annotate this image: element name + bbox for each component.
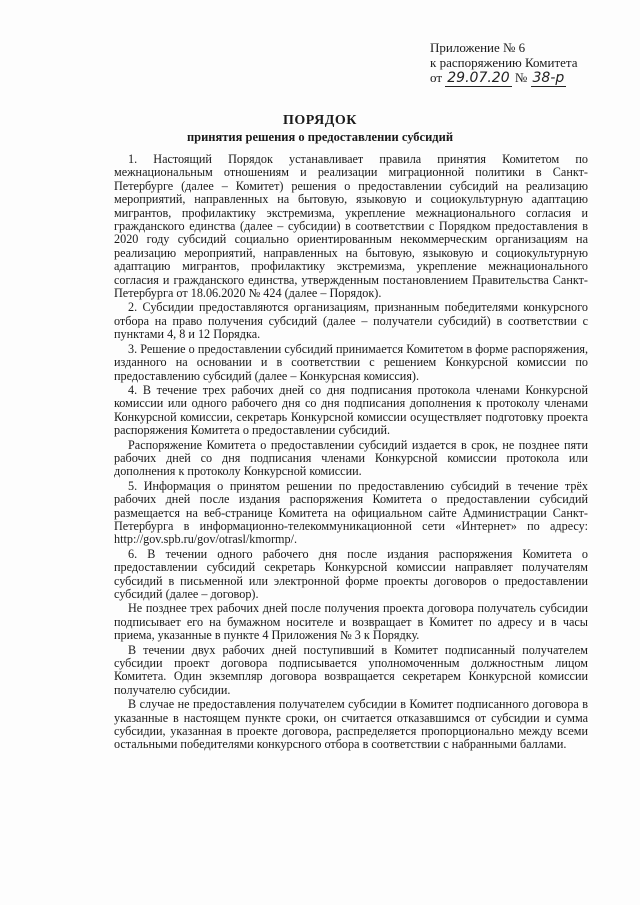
annex-title: Приложение № 6 [430, 40, 526, 55]
document-body [114, 153, 588, 753]
paragraph-6-continued-2: В течении двух рабочих дней поступивший в Комитет подписанный получателем субсидии проект договора подписывается уполномоченным должностным лицом Комитета. Один экземпляр договора возвращается секретарем Конкурсной комиссии получателю субсидии. [114, 642, 588, 697]
annex-handwritten-number: 38-р [532, 70, 565, 86]
paragraph-6: 6. В течении одного рабочего дня после издания распоряжения Комитета о предоставлении субсидий секретарь Конкурсной комиссии направляет получателям субсидий в письменной или электронной форме проекты договоров о предоставлении субсидий (далее – договор). [114, 546, 588, 601]
annex-date-number [430, 70, 620, 86]
annex-number-label: № [514, 70, 528, 85]
document-subtitle: принятия решения о предоставлении субсидий [186, 130, 454, 144]
paragraph-5: 5. Информация о принятом решении по предоставлению субсидий в течение трёх рабочих дней после издания распоряжения Комитета о предоставлении субсидий размещается на веб-странице Комитета на официальном сайте Администрации Санкт-Петербурга в информационно-телекоммуникационной сети «Интернет» по адресу: http://gov.spb.ru/gov/otrasl/kmormp/. [114, 478, 588, 547]
annex-header [430, 40, 620, 86]
paragraph-4: 4. В течение трех рабочих дней со дня подписания протокола членами Конкурсной комиссии или одного рабочего дня со дня подписания дополнения к протоколу членами Конкурсной комиссии, секретарь Конкурсной комиссии осуществляет подготовку проекта распоряжения Комитета о предоставлении субсидий. [114, 382, 588, 438]
annex-from-label: от [430, 70, 443, 85]
title-block [110, 112, 530, 145]
paragraph-6-continued-3: В случае не предоставления получателем субсидии в Комитет подписанного договора в указанные в настоящем пункте сроки, он считается отказавшимся от субсидии и сумма субсидии, указанная в проекте договора, распределяется пропорционально между всеми остальными победителями конкурсного отбора в соответствии с набранными баллами. [114, 697, 588, 752]
annex-order-reference: к распоряжению Комитета [430, 55, 578, 70]
document-title: ПОРЯДОК [283, 113, 357, 128]
paragraph-4-continued: Распоряжение Комитета о предоставлении субсидий издается в срок, не позднее пяти рабочих дней со дня подписания членами Конкурсной комиссии протокола или дополнения к протоколу Конкурсной комиссии. [114, 437, 588, 479]
paragraph-3: 3. Решение о предоставлении субсидий принимается Комитетом в форме распоряжения, изданного на основании и в соответствии с решением Конкурсной комиссии по предоставлению субсидий (далее – Конкурсная комиссия). [114, 341, 588, 383]
paragraph-2: 2. Субсидии предоставляются организациям, признанным победителями конкурсного отбора на право получения субсидий (далее – получатели субсидий) в соответствии с пунктами 4, 8 и 12 Порядка. [114, 300, 588, 342]
annex-handwritten-date: 29.07.20 [447, 70, 510, 86]
paragraph-1: 1. Настоящий Порядок устанавливает правила принятия Комитетом по межнациональным отношениям и реализации миграционной политики в Санкт-Петербурге (далее – Комитет) решения о предоставлении субсидий на реализацию мероприятий, направленных на бытовую, языковую и социокультурную адаптацию мигрантов, профилактику экстремизма, укрепление межнационального согласия и гражданского единства (далее – субсидии) в соответствии с Порядком предоставления в 2020 году субсидий социально ориентированным некоммерческим организациям на реализацию мероприятий, направленных на бытовую, языковую и социокультурную адаптацию мигрантов, профилактику экстремизма, укрепление межнационального согласия и гражданского единства, утвержденным постановлением Правительства Санкт-Петербурга от 18.06.2020 № 424 (далее – Порядок). [114, 152, 588, 301]
paragraph-6-continued-1: Не позднее трех рабочих дней после получения проекта договора получатель субсидии подписывает его на бумажном носителе и возвращает в Комитет по адресу и в часы приема, указанные в пункте 4 Приложения № 3 к Порядку. [114, 601, 588, 643]
